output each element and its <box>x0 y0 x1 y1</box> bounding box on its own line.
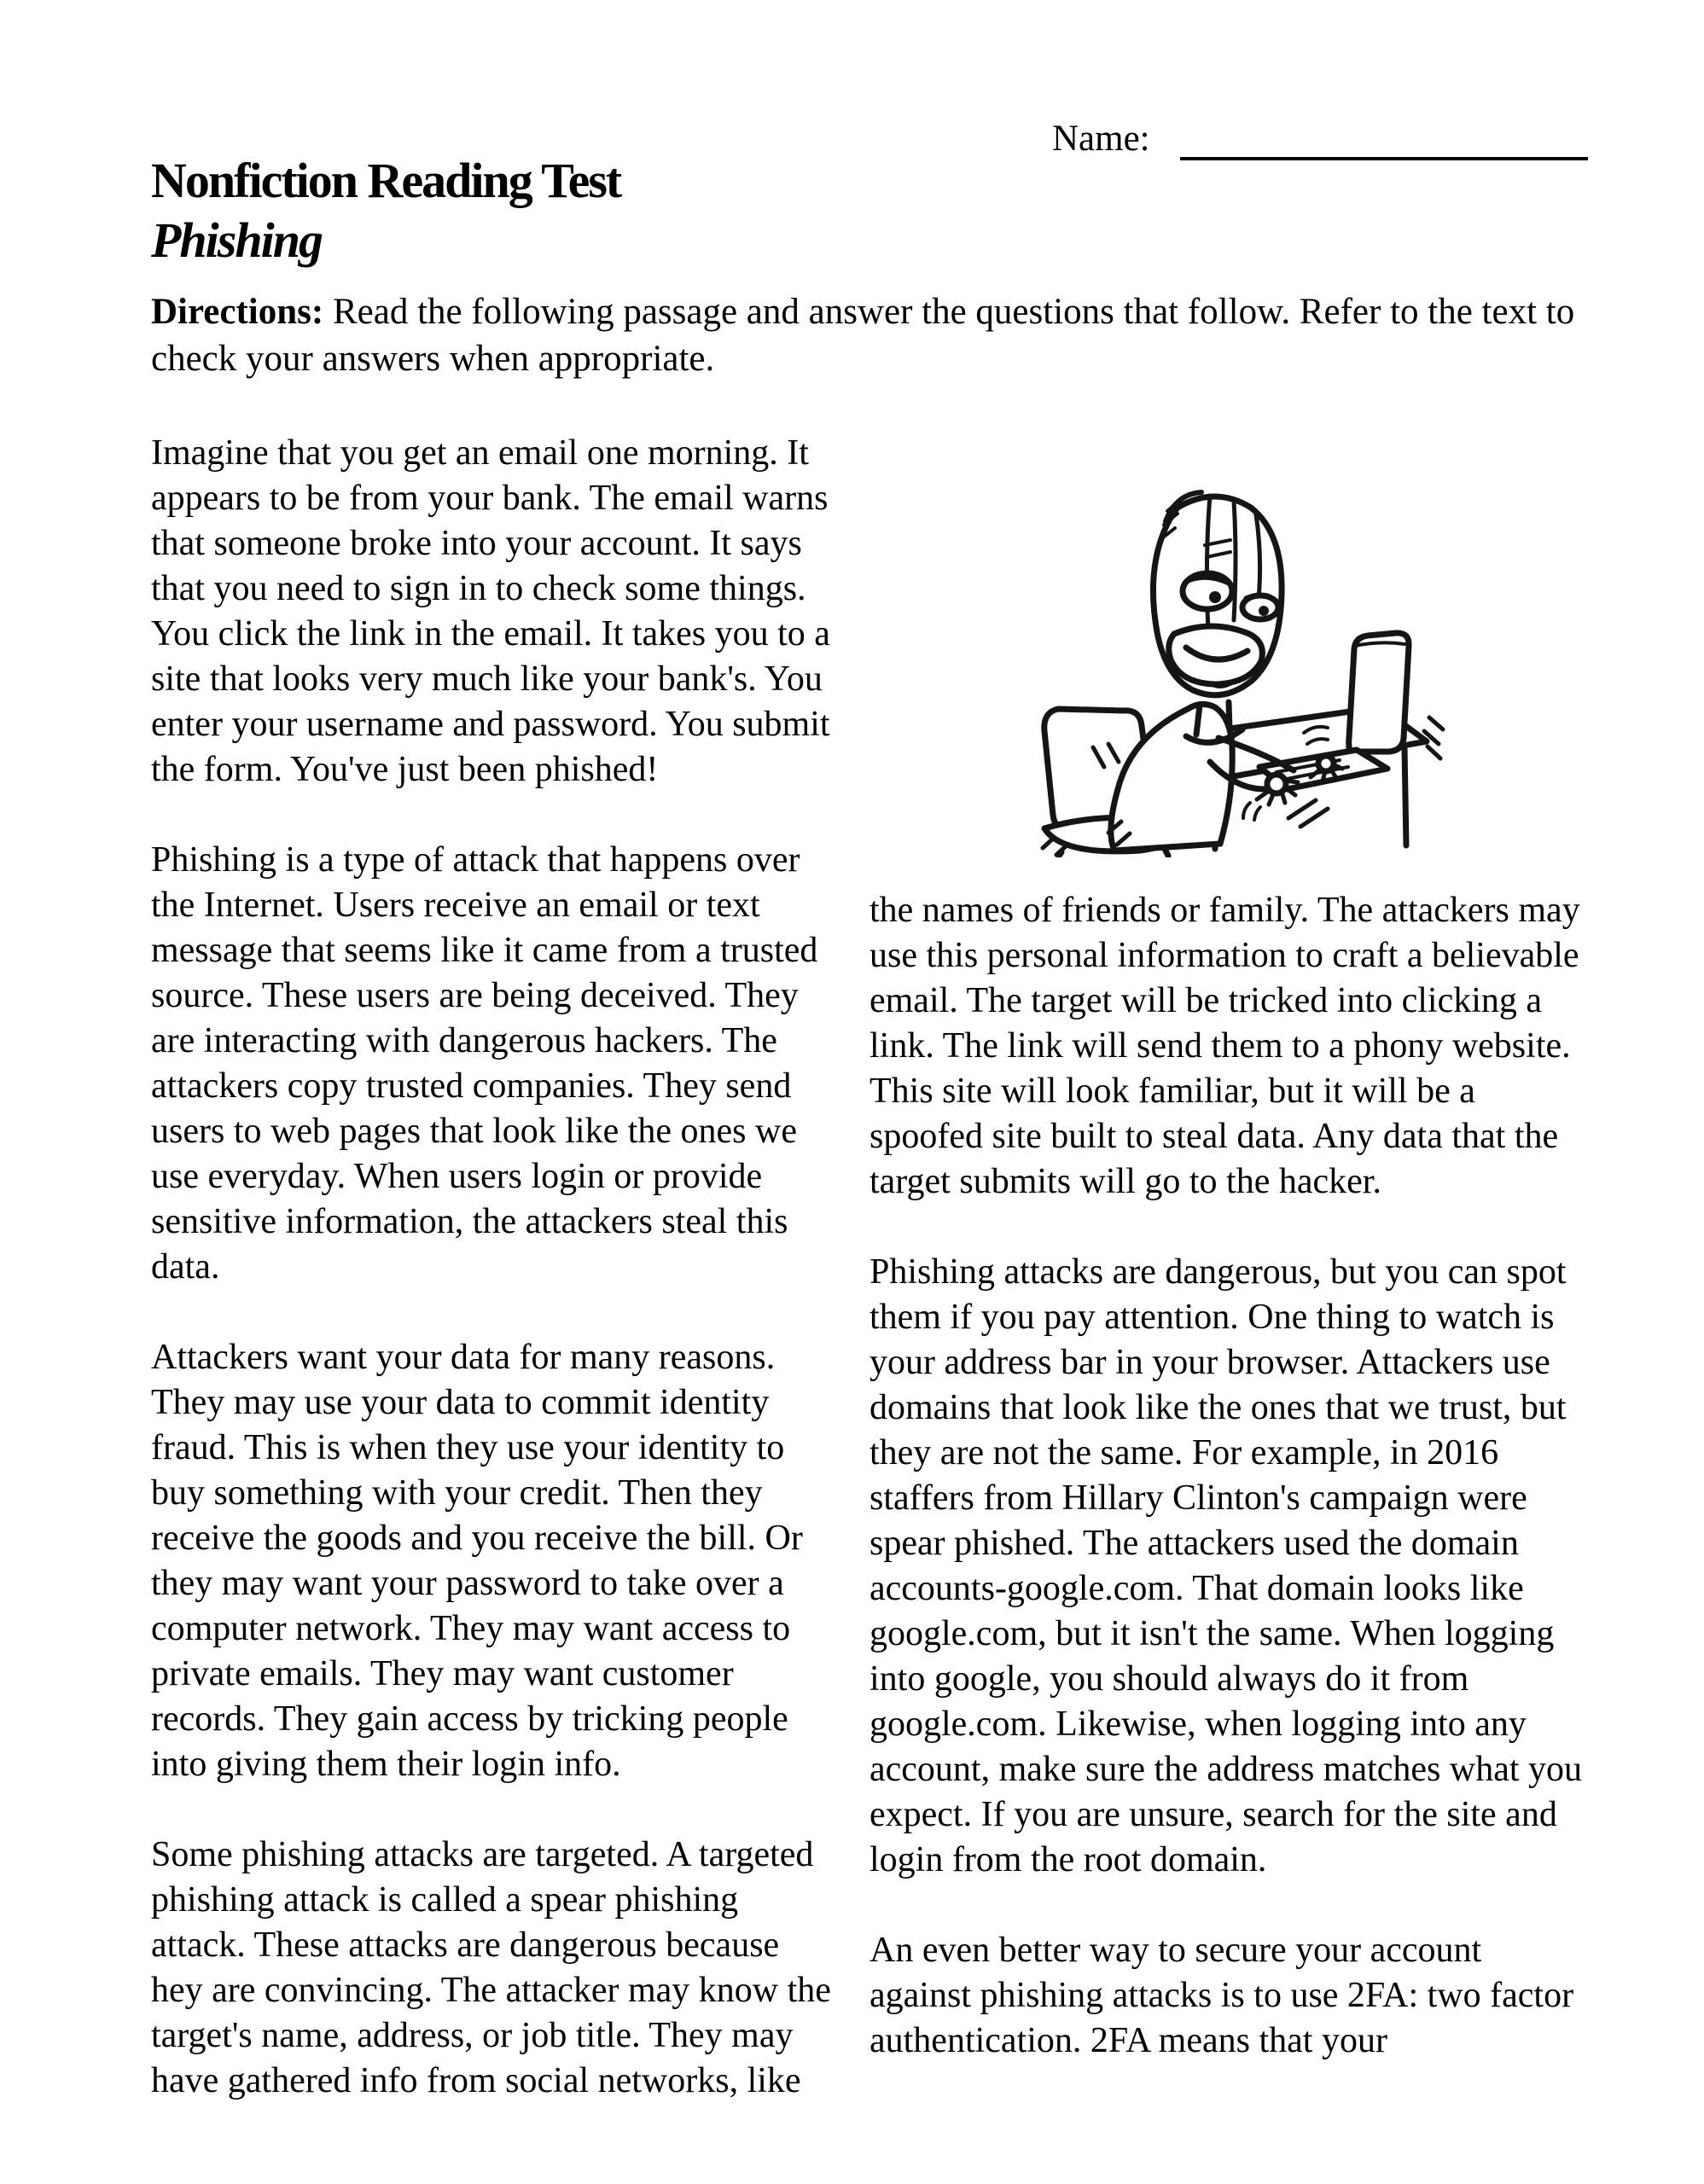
passage-columns <box>151 431 1585 2104</box>
page-subtitle: Phishing <box>151 212 322 268</box>
directions-label: Directions: <box>151 292 324 332</box>
directions <box>151 288 1578 382</box>
name-label: Name: <box>1052 119 1150 159</box>
paragraph: the names of friends or family. The attackers may use this personal information to craft a believable email. The target will be tricked into clicking a link. The link will send them to a phony website. This site will look familiar, but it will be a spoofed site built to steal data. Any data that the target submits will go to the hacker. <box>869 891 1580 1201</box>
paragraph: An even better way to secure your account against phishing attacks is to use 2FA: two factor authentication. 2FA means that your <box>869 1931 1574 2060</box>
masked-hacker-typing-on-laptop-icon <box>1005 456 1449 857</box>
name-blank-line <box>1180 157 1588 160</box>
paragraph: Phishing is a type of attack that happens over the Internet. Users receive an email or text message that seems like it came from a trusted source. These users are being deceived. They are interacting with dangerous hackers. The attackers copy trusted companies. They send users to web pages that look like the ones we use everyday. When users login or provide sensitive information, the attackers steal this data. <box>151 840 818 1287</box>
directions-text: Read the following passage and answer the questions that follow. Refer to the text to check your answers when appropriate. <box>151 292 1575 379</box>
mouth-icon <box>1169 626 1263 687</box>
paragraph: Attackers want your data for many reasons. They may use your data to commit identity fraud. This is when they use your identity to buy something with your credit. Then they receive the goods and you receive the bill. Or they may want your password to take over a computer network. They may want access to private emails. They may want customer records. They gain access by tricking people into giving them their login info. <box>151 1338 803 1784</box>
paragraph: Phishing attacks are dangerous, but you can spot them if you pay attention. One thing to watch is your address bar in your browser. Attackers use domains that look like the ones that we trust, but they are not the same. For example, in 2016 staffers from Hillary Clinton's campaign were spear phished. The attackers used the domain accounts-google.com. That domain looks like google.com, but it isn't the same. When logging into google, you should always do it from google.com. Likewise, when logging into any account, make sure the address matches what you expect. If you are unsure, search for the site and login from the root domain. <box>869 1252 1583 1879</box>
masked-person-icon <box>1108 492 1342 851</box>
passage-column-right <box>869 431 1585 2064</box>
page-title: Nonfiction Reading Test <box>151 153 621 208</box>
paragraph: Imagine that you get an email one morning. It appears to be from your bank. The email warns that someone broke into your account. It says that you need to sign in to check some things. You click the link in the email. It takes you to a site that looks very much like your bank's. You enter your username and password. You submit the form. You've just been phished! <box>151 433 830 789</box>
paragraph: Some phishing attacks are targeted. A targeted phishing attack is called a spear phishing attack. These attacks are dangerous because hey are convincing. The attacker may know the target's name, address, or job title. They may have gathered info from social networks, like <box>151 1835 831 2100</box>
name-field <box>1052 118 1564 169</box>
passage-column-left <box>151 431 834 2104</box>
